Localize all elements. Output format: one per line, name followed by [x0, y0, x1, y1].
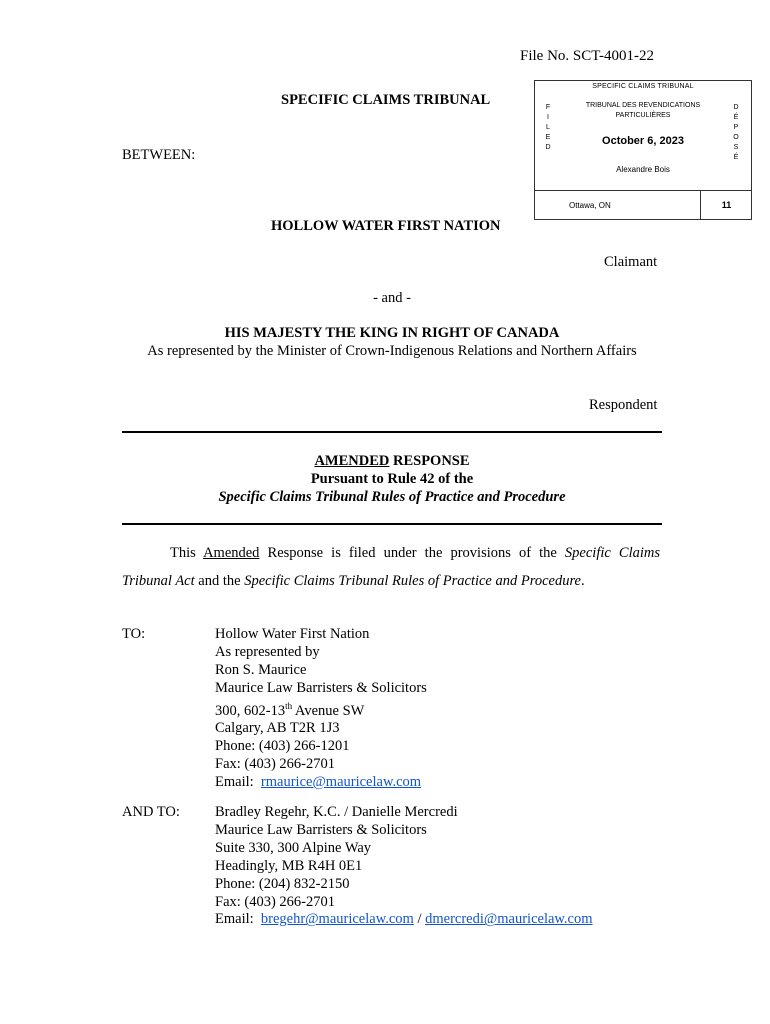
to-line: As represented by [215, 643, 320, 660]
divider-top [122, 431, 662, 433]
to-line: Hollow Water First Nation [215, 626, 370, 642]
stamp-depose-vertical: D É P O S É [733, 104, 739, 161]
stamp-registrar: Alexandre Bois [616, 165, 670, 174]
to-line: Phone: (403) 266-1201 [215, 738, 350, 755]
and-to-line: Headingly, MB R4H 0E1 [215, 857, 363, 874]
stamp-upper-box [535, 81, 751, 191]
tribunal-name: SPECIFIC CLAIMS TRIBUNAL [281, 92, 491, 108]
document-title-line3: Specific Claims Tribunal Rules of Practice and Procedure [218, 489, 566, 505]
and-to-line: Maurice Law Barristers & Solicitors [215, 821, 427, 838]
title-amended: AMENDED [314, 453, 390, 469]
and-to-email-line: Email: bregehr@mauricelaw.com / dmercredi@mauricelaw.com [215, 911, 593, 928]
stamp-title: SPECIFIC CLAIMS TRIBUNAL [592, 83, 694, 90]
stamp-number-box [700, 190, 752, 219]
to-line: Maurice Law Barristers & Solicitors [215, 679, 427, 696]
to-email-link[interactable]: rmaurice@mauricelaw.com [260, 774, 422, 791]
intro-line2: Tribunal Act and the Specific Claims Tribunal Rules of Practice and Procedure. [122, 573, 585, 589]
respondent-label: Respondent [589, 397, 658, 413]
stamp-subtitle: TRIBUNAL DES REVENDICATIONS PARTICULIÈRES [585, 102, 701, 119]
document-title [0, 453, 770, 470]
and-to-label: AND TO: [122, 804, 180, 820]
claimant-name: HOLLOW WATER FIRST NATION [271, 218, 501, 234]
and-to-email-link-1[interactable]: bregehr@mauricelaw.com [260, 911, 414, 928]
and-to-address [215, 804, 593, 929]
divider-bottom [122, 523, 662, 525]
to-email-line: Email: rmaurice@mauricelaw.com [215, 774, 422, 791]
to-line: Calgary, AB T2R 1J3 [215, 720, 340, 737]
to-address [215, 626, 427, 792]
respondent-name: HIS MAJESTY THE KING IN RIGHT OF CANADA [224, 325, 560, 341]
title-response: RESPONSE [389, 453, 470, 469]
and-to-line: Phone: (204) 832-2150 [215, 875, 350, 892]
stamp-date: October 6, 2023 [602, 135, 684, 147]
to-line: Ron S. Maurice [215, 661, 307, 678]
claimant-label: Claimant [604, 254, 658, 270]
intro-line1: This Amended Response is filed under the provisions of the Specific Claims [170, 545, 660, 561]
respondent-represented: As represented by the Minister of Crown-Indigenous Relations and Northern Affairs [147, 343, 637, 359]
and-to-email-link-2[interactable]: dmercredi@mauricelaw.com [425, 911, 593, 928]
to-line: Fax: (403) 266-2701 [215, 756, 336, 773]
stamp-city: Ottawa, ON [569, 201, 611, 210]
and-to-line: Fax: (403) 266-2701 [215, 893, 336, 910]
to-street: 300, 602-13th Avenue SW [215, 700, 365, 719]
and-to-line: Bradley Regehr, K.C. / Danielle Mercredi [215, 804, 458, 820]
stamp-filed-vertical: F I L E D [545, 104, 551, 151]
and-separator: - and - [373, 290, 411, 306]
between-label: BETWEEN: [122, 147, 196, 163]
document-title-line2: Pursuant to Rule 42 of the [310, 471, 474, 487]
filing-stamp [534, 80, 752, 220]
to-label: TO: [122, 626, 146, 642]
and-to-line: Suite 330, 300 Alpine Way [215, 839, 372, 856]
stamp-number: 11 [721, 200, 732, 210]
file-number: File No. SCT-4001-22 [520, 48, 655, 64]
